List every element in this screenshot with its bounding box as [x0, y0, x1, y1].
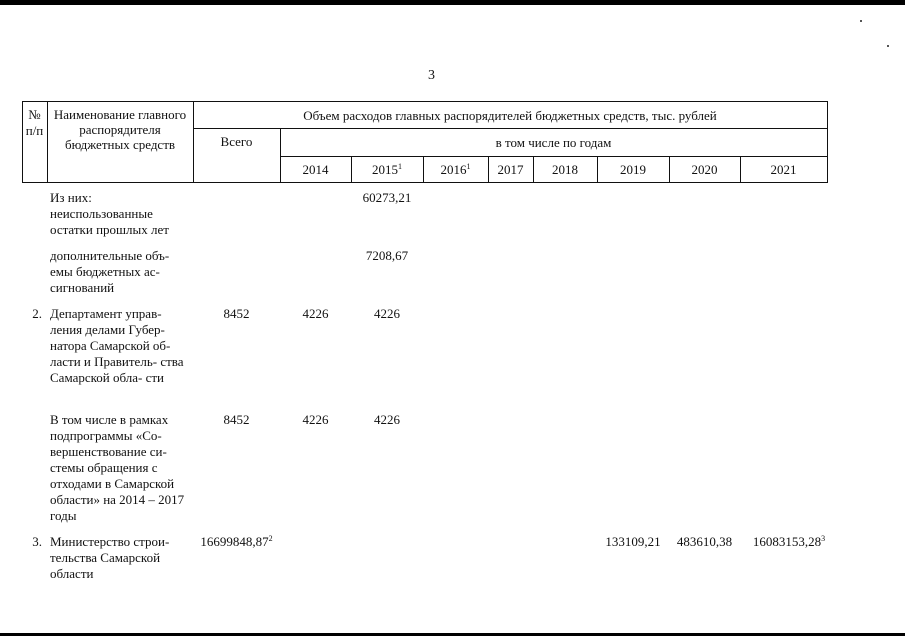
header-year-2019: 2019	[620, 162, 646, 177]
row-number: 3.	[32, 534, 42, 549]
page-number: 3	[428, 68, 435, 83]
row-value-2019: 133109,21	[605, 534, 661, 549]
row-value-2021: 16083153,28$^3$	[752, 534, 826, 549]
header-year-2021: 2021	[770, 162, 797, 177]
row-name: Департамент управ- ления делами Губер- натора Самарской об- ласти и Правитель- ства Самарской обла- сти	[50, 306, 184, 385]
header-name: Наименование главного распорядителя бюджетных средств	[53, 107, 187, 152]
row-name: дополнительные объ- емы бюджетных ас- сигнований	[50, 248, 170, 295]
row-value-2014: 4226	[302, 412, 329, 427]
row-total: 8452	[223, 306, 250, 321]
scan-speck	[860, 20, 862, 22]
header-year-2016: 2016$^1$	[440, 162, 471, 177]
row-value-2015: 4226	[374, 306, 400, 321]
row-value-2014: 4226	[302, 306, 329, 321]
header-volume-title: Объем расходов главных распорядителей бюджетных средств, тыс. рублей	[303, 108, 717, 123]
header-year-2017: 2017	[497, 162, 524, 177]
row-total: 8452	[223, 412, 250, 427]
row-number: 2.	[32, 306, 42, 321]
top-border	[0, 0, 905, 5]
row-name: Министерство строи- тельства Самарской области	[50, 534, 170, 581]
header-num: № п/п	[25, 107, 44, 138]
row-value-2015: 60273,21	[362, 190, 412, 205]
row-total: 16699848,87$^2$	[200, 534, 273, 549]
grid-line	[827, 101, 828, 183]
row-name: Из них: неиспользованные остатки прошлых лет	[50, 190, 169, 237]
grid-line	[47, 101, 48, 183]
grid-line	[22, 182, 827, 183]
row-name: В том числе в рамках подпрограммы «Со- вершенствование си- стемы обращения с отходами в Самарской области» на 2014 – 2017 годы	[50, 412, 185, 523]
grid-line	[22, 101, 827, 102]
row-value-2015: 7208,67	[365, 248, 409, 263]
bottom-border	[0, 633, 905, 636]
scan-speck	[887, 45, 889, 47]
row-value-2015: 4226	[374, 412, 400, 427]
grid-line	[193, 128, 827, 129]
header-year-2020: 2020	[691, 162, 718, 177]
header-year-2014: 2014	[302, 162, 329, 177]
grid-line	[280, 156, 827, 157]
header-year-2015: 2015$^1$	[372, 162, 402, 177]
row-value-2020: 483610,38	[676, 534, 733, 549]
header-year-2018: 2018	[552, 162, 578, 177]
header-total: Всего	[220, 134, 253, 149]
header-by-years: в том числе по годам	[495, 135, 612, 150]
